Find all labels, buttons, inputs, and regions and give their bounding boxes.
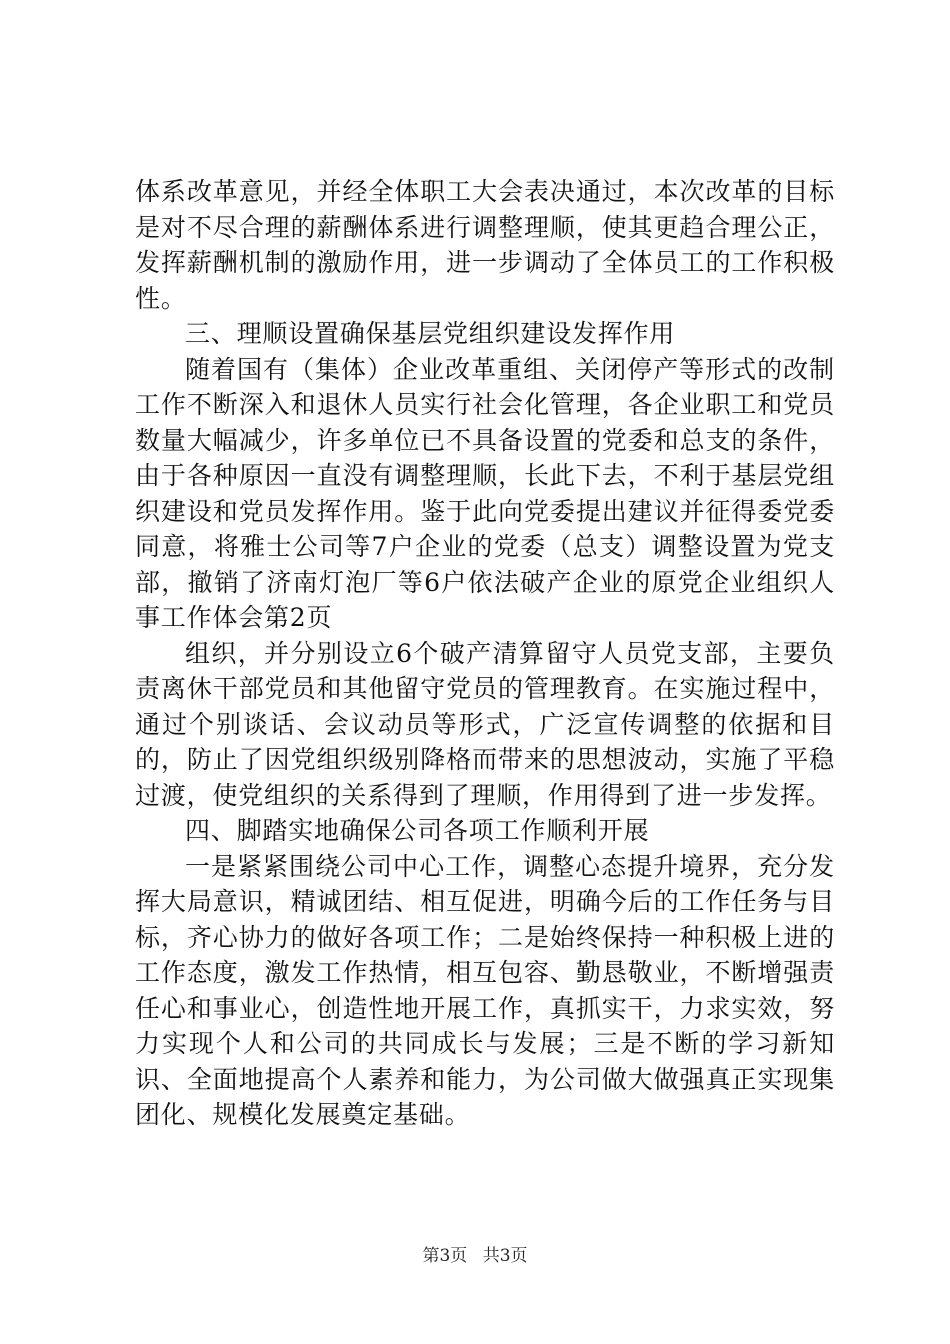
page-footer: [0, 1241, 950, 1266]
paragraph-section-3-body: 随着国有（集体）企业改革重组、关闭停产等形式的改制工作不断深入和退休人员实行社会化管理，各企业职工和党员数量大幅减少，许多单位已不具备设置的党委和总支的条件，由于各种原因一直没有调整理顺，长此下去，不利于基层党组织建设和党员发挥作用。鉴于此向党委提出建议并征得委党委同意，将雅士公司等7户企业的党委（总支）调整设置为党支部，撤销了济南灯泡厂等6户依法破产企业的原党企业组织人事工作体会第2页: [135, 354, 835, 632]
section-heading-3: 三、理顺设置确保基层党组织建设发挥作用: [185, 319, 676, 348]
paragraph-continuation: 体系改革意见，并经全体职工大会表决通过，本次改革的目标是对不尽合理的薪酬体系进行调整理顺，使其更趋合理公正，发挥薪酬机制的激励作用，进一步调动了全体员工的工作积极性。: [135, 177, 835, 313]
paragraph-section-3-continued: 组织，并分别设立6个破产清算留守人员党支部，主要负责离休干部党员和其他留守党员的管理教育。在实施过程中，通过个别谈话、会议动员等形式，广泛宣传调整的依据和目的，防止了因党组织级别降格而带来的思想波动，实施了平稳过渡，使党组织的关系得到了理顺，作用得到了进一步发挥。: [135, 638, 835, 810]
page-number-total: 共3页: [482, 1246, 528, 1266]
section-heading-4: 四、脚踏实地确保公司各项工作顺利开展: [185, 816, 650, 845]
paragraph-section-4-body: 一是紧紧围绕公司中心工作，调整心态提升境界，充分发挥大局意识，精诚团结、相互促进，明确今后的工作任务与目标，齐心协力的做好各项工作；二是始终保持一种积极上进的工作态度，激发工作热情，相互包容、勤恳敬业，不断增强责任心和事业心，创造性地开展工作，真抓实干，力求实效，努力实现个人和公司的共同成长与发展；三是不断的学习新知识、全面地提高个人素养和能力，为公司做大做强真正实现集团化、规模化发展奠定基础。: [135, 851, 835, 1129]
page-number-current: 第3页: [422, 1246, 468, 1266]
document-body: [135, 174, 835, 1133]
